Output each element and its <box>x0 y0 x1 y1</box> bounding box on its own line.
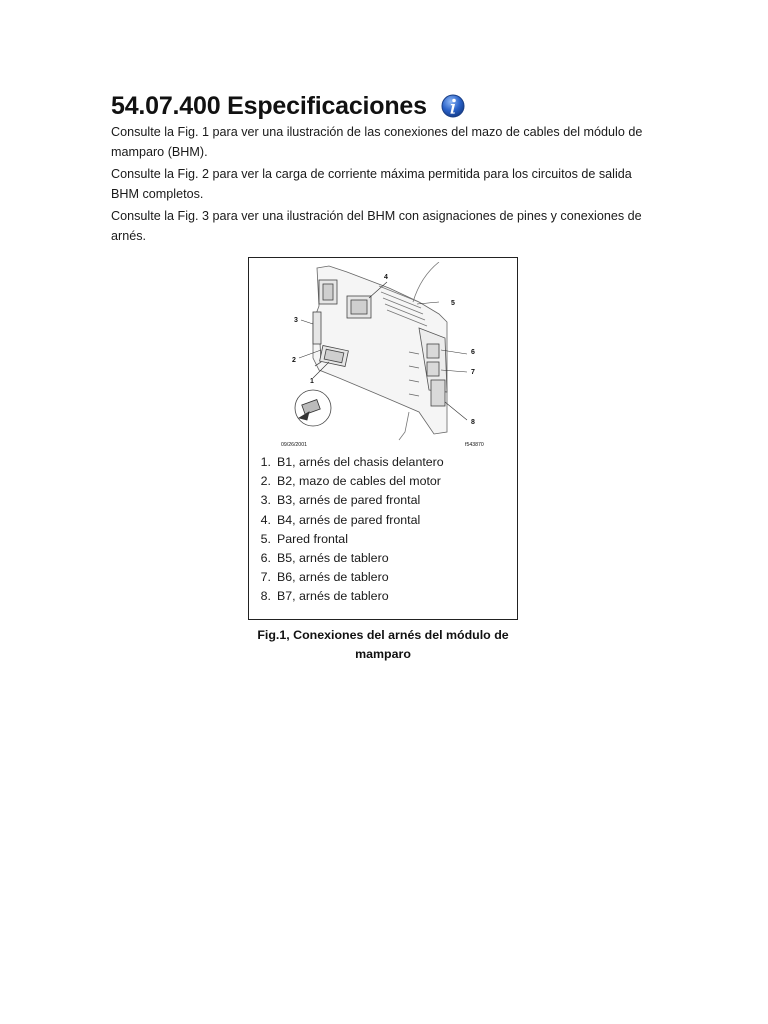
info-icon[interactable] <box>441 94 465 118</box>
paragraph-fig3: Consulte la Fig. 3 para ver una ilustración del BHM con asignaciones de pines y conexiones de arnés. <box>111 209 642 243</box>
figure-date-label: 09/26/2001 <box>281 442 307 448</box>
figure-legend <box>253 453 444 607</box>
callout-2: 2 <box>292 357 296 364</box>
paragraph-fig1: Consulte la Fig. 1 para ver una ilustración de las conexiones del mazo de cables del módulo de mamparo (BHM). <box>111 125 643 159</box>
legend-item: 4. B4, arnés de pared frontal <box>260 512 421 527</box>
legend-item: 3. B3, arnés de pared frontal <box>260 493 421 508</box>
legend-item: 7. B6, arnés de tablero <box>260 570 389 585</box>
callout-8: 8 <box>471 419 475 426</box>
bhm-diagram <box>269 262 499 454</box>
figure-box <box>248 257 518 620</box>
callout-7: 7 <box>471 369 475 376</box>
legend-item: 6. B5, arnés de tablero <box>260 551 389 566</box>
callout-3: 3 <box>294 317 298 324</box>
callout-1: 1 <box>310 378 314 385</box>
page-title: 54.07.400 Especificaciones <box>111 91 427 120</box>
intro-paragraphs <box>111 123 661 246</box>
figure-caption: Fig.1, Conexiones del arnés del módulo de mamparo <box>257 628 509 661</box>
legend-item: 2. B2, mazo de cables del motor <box>260 474 441 489</box>
legend-item: 5. Pared frontal <box>260 531 348 546</box>
callout-5: 5 <box>451 300 455 307</box>
callout-6: 6 <box>471 349 475 356</box>
figure-code-label: f543870 <box>465 442 484 448</box>
paragraph-fig2: Consulte la Fig. 2 para ver la carga de corriente máxima permitida para los circuitos de salida BHM completos. <box>111 167 632 201</box>
document-page <box>111 86 661 249</box>
legend-item: 1. B1, arnés del chasis delantero <box>260 455 444 469</box>
legend-item: 8. B7, arnés de tablero <box>260 589 389 604</box>
title-row <box>111 86 661 126</box>
callout-4: 4 <box>384 274 388 281</box>
